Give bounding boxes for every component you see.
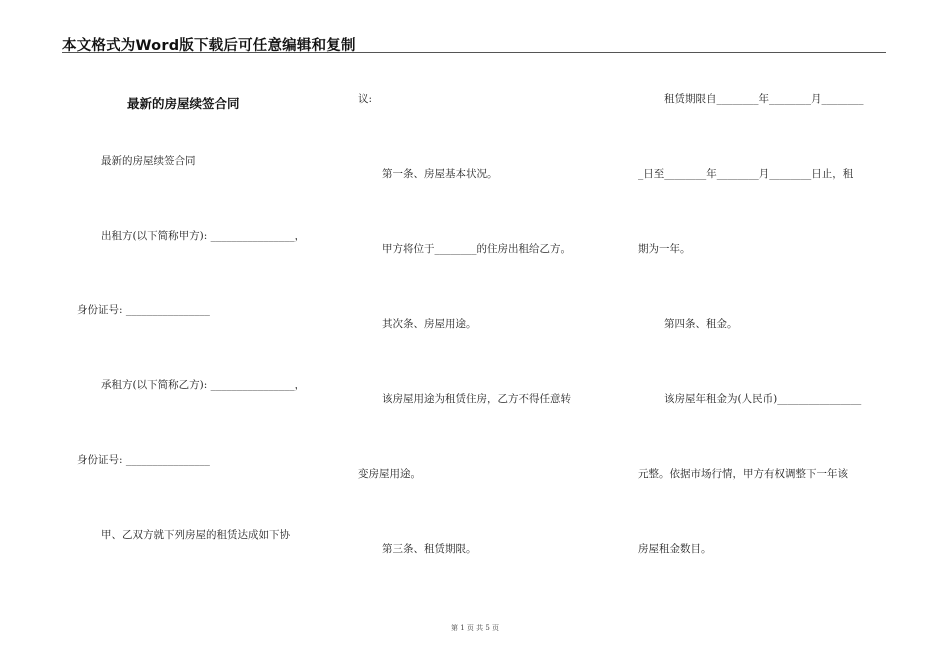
header-text: 本文格式为Word版下载后可任意编辑和复制 (62, 38, 356, 54)
text-line: 甲、乙双方就下列房屋的租赁达成如下协 (101, 529, 290, 541)
text-column-2 (340, 0, 630, 672)
text-line: 身份证号: ________________ (77, 454, 210, 466)
text-line: 租赁期限自________年________月________ (664, 93, 864, 105)
text-line: 第四条、租金。 (664, 318, 738, 330)
document-title: 最新的房屋续签合同 (127, 96, 240, 111)
text-line: 其次条、房屋用途。 (382, 318, 477, 330)
text-line: 甲方将位于________的住房出租给乙方。 (382, 243, 571, 255)
text-line: 第一条、房屋基本状况。 (382, 168, 498, 180)
text-line: 该房屋年租金为(人民币)________________ (664, 393, 862, 405)
text-line: _日至________年________月________日止，租 (638, 168, 854, 180)
text-line: 议: (358, 93, 373, 105)
text-line: 身份证号: ________________ (77, 304, 210, 316)
text-line: 第三条、租赁期限。 (382, 543, 477, 555)
text-column-1 (0, 0, 340, 672)
text-line: 该房屋用途为租赁住房，乙方不得任意转 (382, 393, 571, 405)
text-column-3 (630, 0, 950, 672)
text-line: 变房屋用途。 (358, 468, 421, 480)
text-line: 期为一年。 (638, 243, 691, 255)
text-line: 承租方(以下简称乙方): ________________， (101, 379, 306, 391)
text-line: 出租方(以下简称甲方): ________________， (101, 230, 306, 242)
text-line: 房屋租金数目。 (638, 543, 712, 555)
text-line: 元整。依据市场行情，甲方有权调整下一年该 (638, 468, 848, 480)
text-line: 最新的房屋续签合同 (101, 155, 196, 167)
page-number: 第 1 页 共 5 页 (450, 624, 500, 632)
